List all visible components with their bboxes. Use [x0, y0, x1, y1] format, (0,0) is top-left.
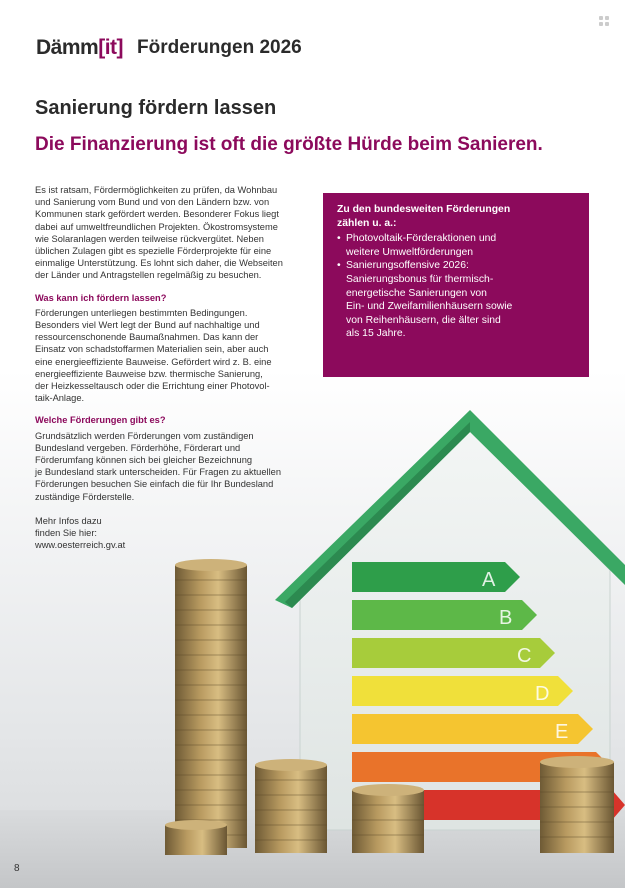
brand-logo — [36, 36, 123, 60]
header-title: Förderungen 2026 — [137, 37, 302, 58]
info-box-title: Zu den bundesweiten Förderungen zählen u. a.: — [337, 204, 511, 229]
main-text-column — [35, 184, 297, 551]
header — [36, 36, 302, 60]
coin-stack-right — [540, 756, 614, 853]
section-heading-which: Welche Förderungen gibt es? — [35, 415, 166, 426]
section-text-which: Grundsätzlich werden Förderungen vom zuständigen Bundesland vergeben. Förderhöhe, Förderart und Förderumfang können sich bei gleicher Bezeichnung je Bundesland stark unterscheiden. Für Fragen zu aktuellen Förderungen besuchen Sie einfach die für Ihr Bundesland zuständige Förderstelle. — [35, 430, 281, 502]
more-info: Mehr Infos dazu finden Sie hier: www.oesterreich.gv.at — [35, 515, 126, 551]
logo-it: it — [104, 36, 117, 59]
corner-dots-icon — [599, 16, 609, 26]
intro-paragraph: Es ist ratsam, Fördermöglichkeiten zu prüfen, da Wohnbau und Sanierung vom Bund und von den Ländern bzw. von Kommunen stark gefördert werden. Besonderer Fokus liegt dabei auf umweltfreundlichen Projekten. Ökostromsysteme wie Solaranlagen werden teilweise rückvergütet. Neben üblichen Zulagen gibt es spezielle Förderprojekte für eine einmalige Unterstützung. Es lohnt sich daher, die Webseiten der Länder und Antragstellen regelmäßig zu besuchen. — [35, 185, 283, 281]
section-heading-what: Was kann ich fördern lassen? — [35, 292, 167, 303]
coin-stack-middle — [255, 759, 327, 853]
logo-bracket-open: [ — [98, 36, 105, 59]
info-box-list — [337, 232, 575, 341]
page-title: Sanierung fördern lassen — [35, 97, 277, 119]
logo-text: Dämm — [36, 36, 99, 59]
energy-label-c: C — [517, 645, 532, 667]
info-box — [323, 193, 589, 377]
coin-stack-center — [352, 784, 424, 853]
info-box-item: • Sanierungsoffensive 2026: Sanierungsbonus für thermisch- energetische Sanierungen von Ein- und Zweifamilienhäusern sowie von Reihenhäusern, die älter sind als 15 Jahre. — [337, 259, 575, 341]
logo-bracket-close: ] — [116, 36, 124, 59]
coin-stack-small-left — [165, 820, 227, 855]
page-subtitle: Die Finanzierung ist oft die größte Hürde beim Sanieren. — [35, 134, 543, 155]
energy-label-b: B — [499, 607, 513, 629]
coin-stack-tall — [175, 559, 247, 848]
energy-label-e: E — [555, 721, 569, 743]
energy-label-d: D — [535, 683, 550, 705]
energy-label-a: A — [482, 569, 496, 591]
info-box-item: • Photovoltaik-Förderaktionen und weitere Umweltförderungen — [337, 232, 575, 259]
section-text-what: Förderungen unterliegen bestimmten Bedingungen. Besonders viel Wert legt der Bund auf nachhaltige und ressourcenschonende Baumaßnahmen. Das kann der Einsatz von schadstoffarmen Materialien sein, aber auch eine energieeffiziente Bauweise. Gefördert wird z. B. eine energieeffiziente Bauweise bzw. thermische Sanierung, der Heizkesseltausch oder die Errichtung einer Photovol- taik-Anlage. — [35, 307, 272, 404]
page-number: 8 — [14, 863, 20, 874]
